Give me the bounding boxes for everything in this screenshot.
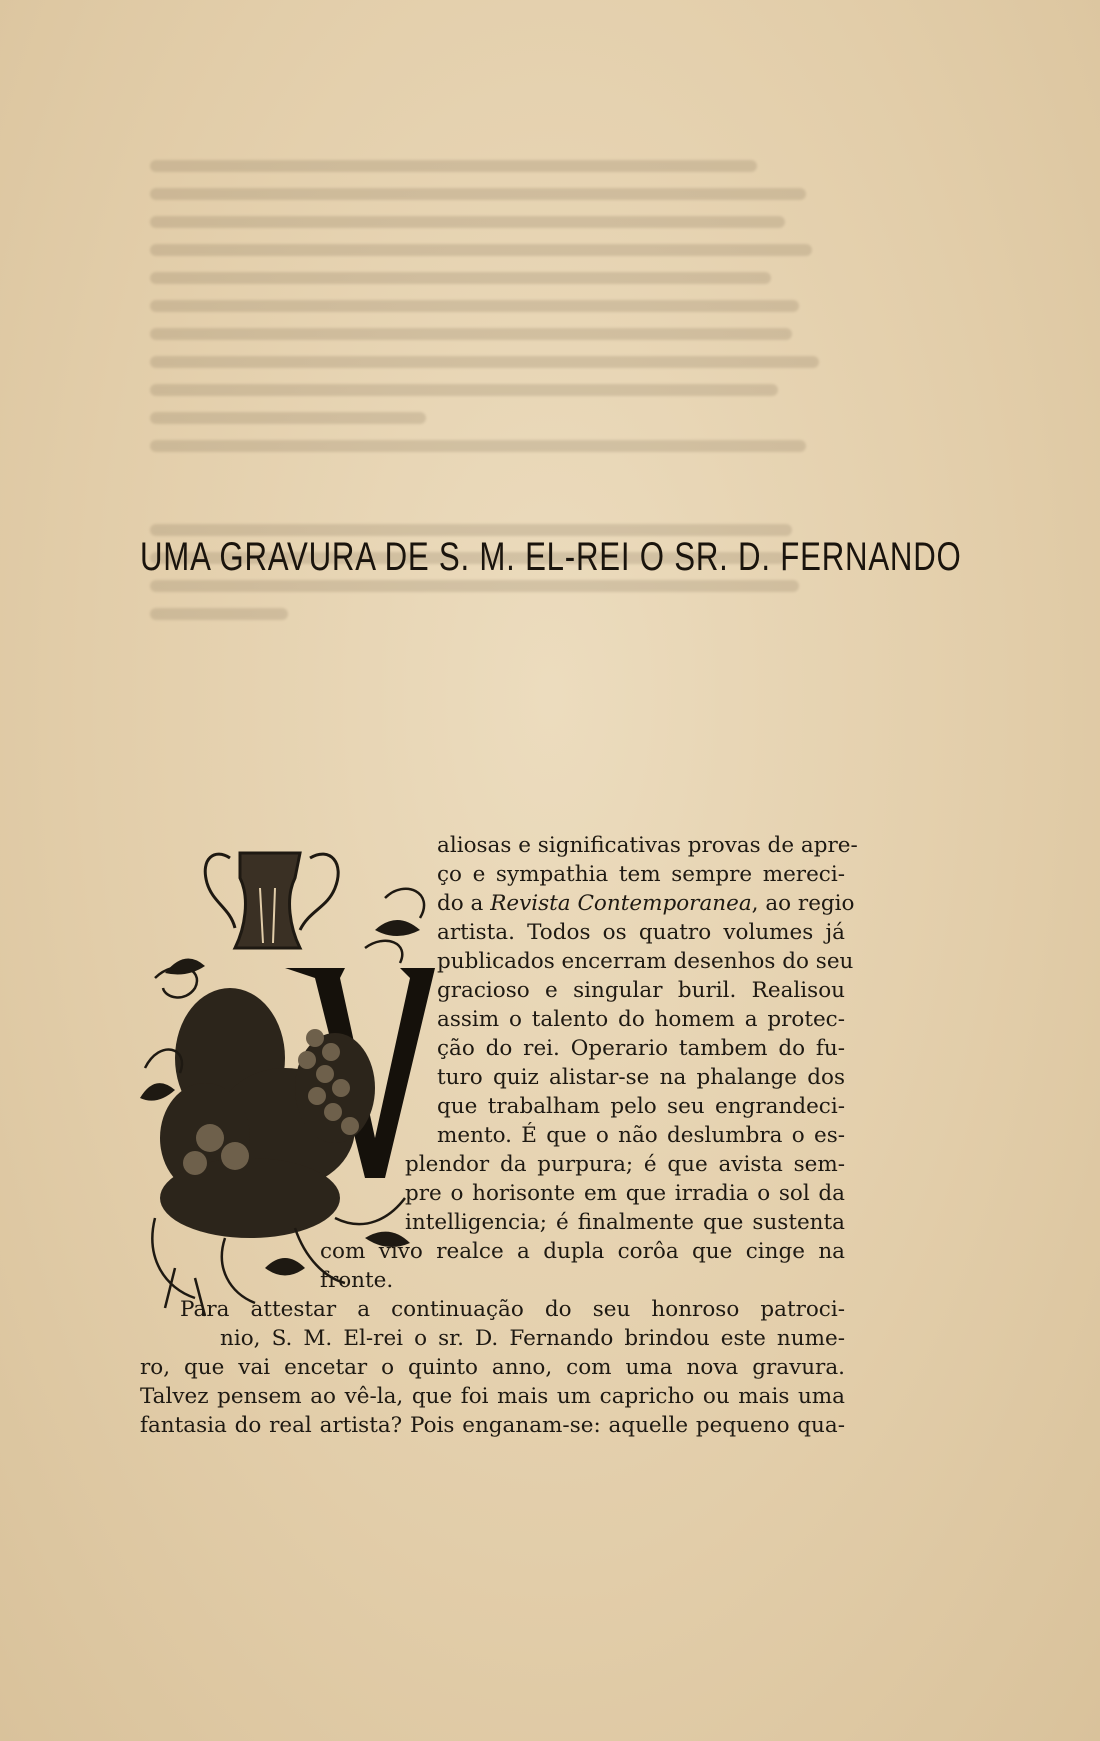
text-line: que trabalham pelo seu engrandeci- xyxy=(437,1094,845,1119)
text-line: ço e sympathia tem sempre mereci- xyxy=(437,862,845,887)
text-line: ção do rei. Operario tambem do fu- xyxy=(437,1036,845,1061)
text-line: fantasia do real artista? Pois enganam-se: aquelle pequeno qua- xyxy=(140,1413,845,1438)
text-line: nio, S. M. El-rei o sr. D. Fernando brindou este nume- xyxy=(220,1326,845,1351)
paragraph-1-mid-column xyxy=(405,1150,845,1237)
article-title: UMA GRAVURA DE S. M. EL-REI O SR. D. FERNANDO xyxy=(140,535,962,579)
text-line: com vivo realce a dupla corôa que cinge na xyxy=(320,1239,845,1264)
text-line xyxy=(437,889,855,918)
paragraph-1-lower-column xyxy=(320,1237,845,1295)
text-line: pre o horisonte em que irradia o sol da xyxy=(405,1181,845,1206)
paragraph-1-right-column xyxy=(437,831,858,1150)
paragraph-2 xyxy=(140,1295,845,1440)
show-through-text xyxy=(150,160,840,720)
text-line: assim o talento do homem a protec- xyxy=(437,1007,845,1032)
text-fragment: do a Revista Contemporanea, ao regio xyxy=(437,891,855,916)
text-line: artista. Todos os quatro volumes já xyxy=(437,920,845,945)
journal-title: Revista Contemporanea xyxy=(490,891,752,916)
text-line: Talvez pensem ao vê-la, que foi mais um capricho ou mais uma xyxy=(140,1384,845,1409)
text-line: mento. É que o não deslumbra o es- xyxy=(437,1123,845,1148)
text-line: turo quiz alistar-se na phalange dos xyxy=(437,1065,845,1090)
text-line: plendor da purpura; é que avista sem- xyxy=(405,1152,845,1177)
text-line: Para attestar a continuação do seu honroso patroci- xyxy=(180,1297,845,1322)
text-line: intelligencia; é finalmente que sustenta xyxy=(405,1210,845,1235)
text-line: fronte. xyxy=(320,1268,394,1293)
text-line: ro, que vai encetar o quinto anno, com uma nova gravura. xyxy=(140,1355,845,1380)
text-line: aliosas e significativas provas de apre- xyxy=(437,833,858,858)
text-line: gracioso e singular buril. Realisou xyxy=(437,978,845,1003)
text-line: publicados encerram desenhos do seu xyxy=(437,949,854,974)
